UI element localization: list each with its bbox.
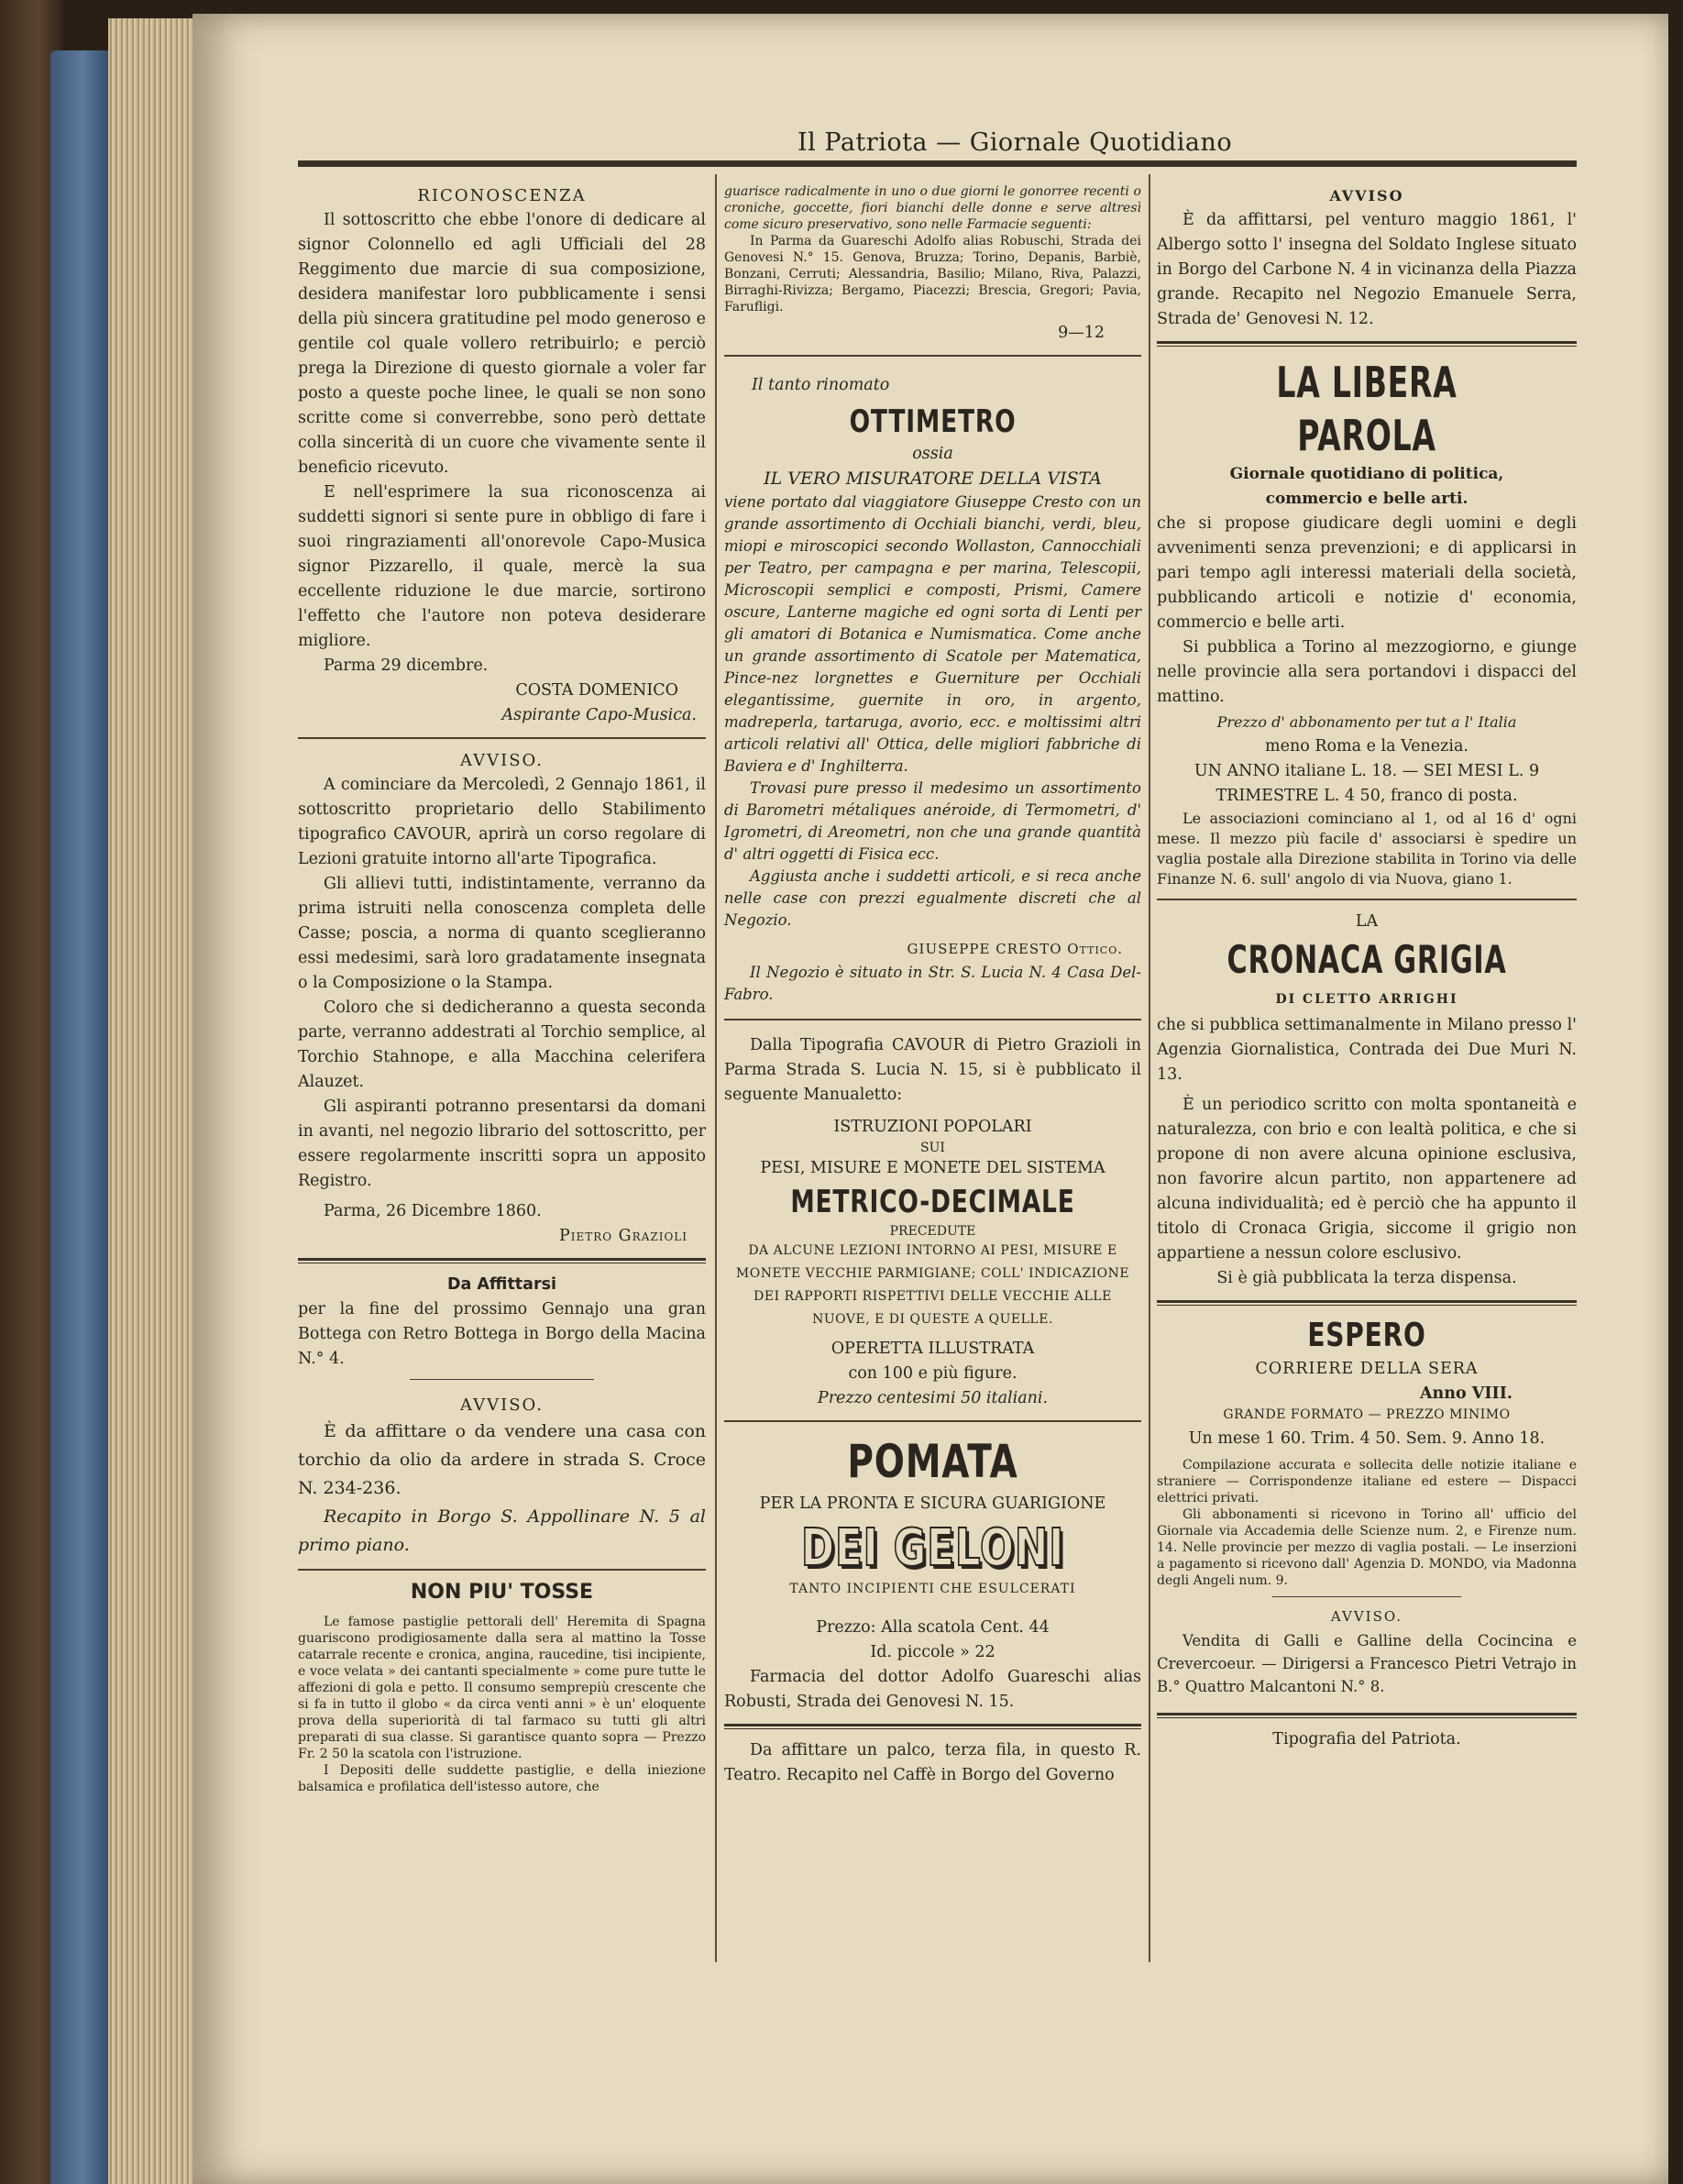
ottimetro-body-2: Trovasi pure presso il medesimo un assortimento di Barometri métaliques anéroide, di Termometri, d' Igrometri, di Areometri, non che una grande quantità d' altri oggetti di Fisica ecc. <box>724 779 1141 863</box>
divider <box>298 737 706 739</box>
divider <box>1157 1300 1577 1306</box>
header-rule <box>298 160 1577 167</box>
riconoscenza-body-1: Il sottoscritto che ebbe l'onore di dedicare al signor Colonnello ed agli Ufficiali del 28 Reggimento due marcie di sua composizione, desidera manifestar loro pubblicamente i sensi della più sincera gratitudine pel modo generoso e gentile col quale vollero retribuirlo; e perciò prega la Direzione di questo giornale a voler far posto a queste poche linee, le quali se non sono scritte come si converrebbe, sono però dettate colla sincerità di un cuore che vivamente sente il beneficio ricevuto. <box>298 211 706 477</box>
espero-title: ESPERO <box>1307 1317 1426 1354</box>
divider <box>298 1569 706 1571</box>
divider <box>724 1019 1141 1020</box>
metrico-line-2: SUI <box>920 1141 945 1155</box>
divider <box>724 1420 1141 1422</box>
pomata-line-1: PER LA PRONTA E SICURA GUARIGIONE <box>759 1495 1106 1513</box>
metrico-title: METRICO-DECIMALE <box>790 1184 1075 1220</box>
avviso-casa-recapito: Recapito in Borgo S. Appollinare N. 5 al primo piano. <box>298 1506 706 1555</box>
ottimetro-signature: GIUSEPPE CRESTO Ottico. <box>907 941 1123 957</box>
metrico-line-5: DA ALCUNE LEZIONI INTORNO AI PESI, MISURE E MONETE VECCHIE PARMIGIANE; COLL' INDICAZIONE DEI RAPPORTI RISPETTIVI DELLE VECCHIE ALLE NUOVE, E DI QUESTE A QUELLE. <box>735 1243 1130 1327</box>
riconoscenza-signature: COSTA DOMENICO <box>515 681 678 700</box>
palco-body: Da affittare un palco, terza fila, in questo R. Teatro. Recapito nel Caffè in Borgo del Governo <box>724 1741 1141 1784</box>
metrico-intro: Dalla Tipografia CAVOUR di Pietro Grazioli in Parma Strada S. Lucia N. 15, si è pubblicato il seguente Manualetto: <box>724 1036 1141 1104</box>
divider <box>298 1258 706 1263</box>
divider <box>1157 341 1577 347</box>
avviso-tipografia-signature: Pietro Grazioli <box>558 1227 688 1245</box>
ottimetro-pre: Il tanto rinomato <box>752 376 890 394</box>
pomata-farmacia: Farmacia del dottor Adolfo Guareschi alias Robusti, Strada dei Genovesi N. 15. <box>724 1668 1141 1711</box>
affittarsi-title: Da Affittarsi <box>446 1275 557 1294</box>
column-rule-1 <box>715 174 717 1962</box>
avviso-tipografia-title: AVVISO. <box>460 751 544 770</box>
ad-number: 9—12 <box>1058 324 1105 342</box>
avviso-galli-title: AVVISO. <box>1330 1608 1403 1625</box>
pomata-price-2: Id. piccole » 22 <box>870 1643 996 1661</box>
libera-parola-body-4: meno Roma e la Venezia. <box>1265 737 1468 756</box>
metrico-line-7: con 100 e più figure. <box>848 1364 1018 1383</box>
libera-parola-sub-2: commercio e belle arti. <box>1265 490 1468 508</box>
geloni-title: DEI GELONI <box>800 1518 1065 1578</box>
tosse-title: NON PIU' TOSSE <box>410 1581 594 1604</box>
libera-parola-body-3: Prezzo d' abbonamento per tut a l' Italia <box>1216 713 1517 731</box>
ottimetro-title: OTTIMETRO <box>849 403 1017 440</box>
avviso-tipografia-p2: Gli allievi tutti, indistintamente, verranno da prima istruiti nella conoscenza completa delle Casse; poscia, a norma di quanto sceglieranno essi medesimi, sarà loro gradatamente insegnata o la Composizione o la Stampa. <box>298 875 706 992</box>
espero-body-1: Compilazione accurata e sollecita delle notizie italiane e straniere — Corrispondenze italiane ed estere — Dispacci elettrici privati. <box>1157 1458 1577 1506</box>
metrico-price: Prezzo centesimi 50 italiani. <box>817 1389 1049 1407</box>
divider <box>724 355 1141 357</box>
riconoscenza-title: RICONOSCENZA <box>417 186 587 205</box>
ottimetro-body-1: viene portato dal viaggiatore Giuseppe Cresto con un grande assortimento di Occhiali bianchi, verdi, bleu, miopi e miroscopici secondo Wollaston, Cannocchiali per Teatro, per campagna e per marina, Telescopii, Microscopii semplici e composti, Prismi, Camere oscure, Lanterne magiche ed ogni sorta di Lenti per gli amatori di Botanica e Numismatica. Come anche un grande assortimento di Scatole per Matematica, Pince-nez lorgnettes e Guerniture per Occhiali elegantissime, guernite in oro, in argento, madreperla, tartaruga, avorio, ecc. e moltissimi altri articoli relativi all' Ottica, delle migliori fabbriche di Baviera e d' Inghilterra. <box>724 493 1141 775</box>
espero-subtitle: CORRIERE DELLA SERA <box>1255 1360 1479 1378</box>
avviso-casa-body: È da affittare o da vendere una casa con torchio da olio da ardere in strada S. Croce N. 234-236. <box>298 1421 706 1498</box>
tosse-body-1: Le famose pastiglie pettorali dell' Heremita di Spagna guariscono prodigiosamente dalla sera al mattino la Tosse catarrale recente e cronica, angina, raucedine, tisi incipiente, e voce velata » dei cantanti specialmente » come pure tutte le affezioni di gola e petto. Il consumo semprepiù crescente che si fa in tutto il globo « da circa venti anni » è un' eloquente prova della superiorità di tal farmaco su tutti gli altri preparati di sua classe. Si garantisce quanto sopra — Prezzo Fr. 2 50 la scatola con l'istruzione. <box>298 1615 706 1761</box>
divider <box>724 1724 1141 1729</box>
metrico-line-1: ISTRUZIONI POPOLARI <box>833 1118 1032 1136</box>
avviso-tipografia-p1: A cominciare da Mercoledì, 2 Gennajo 1861, il sottoscritto proprietario dello Stabilimento tipografico CAVOUR, aprirà un corso regolare di Lezioni gratuite intorno all'arte Tipografica. <box>298 776 706 868</box>
avviso-albergo-title: AVVISO <box>1329 187 1404 204</box>
affittarsi-body: per la fine del prossimo Gennajo una gran Bottega con Retro Bottega in Borgo della Macina N.° 4. <box>298 1300 706 1368</box>
avviso-albergo-body: È da affittarsi, pel venturo maggio 1861, l' Albergo sotto l' insegna del Soldato Inglese situato in Borgo del Carbone N. 4 in vicinanza della Piazza grande. Recapito nel Negozio Emanuele Serra, Strada de' Genovesi N. 12. <box>1157 211 1577 328</box>
metrico-line-4: PRECEDUTE <box>889 1224 976 1239</box>
pharmacy-continuation: guarisce radicalmente in uno o due giorni le gonorree recenti o croniche, goccette, fiori bianchi delle donne e serve altresì come sicuro preservativo, sono nelle Farmacie seguenti: <box>724 184 1141 232</box>
column-rule-2 <box>1149 174 1150 1962</box>
metrico-line-6: OPERETTA ILLUSTRATA <box>830 1340 1035 1358</box>
avviso-tipografia-p4: Gli aspiranti potranno presentarsi da domani in avanti, nel negozio librario del sottoscritto, per essere regolarmente inscritti sopra un apposito Registro. <box>298 1098 706 1190</box>
column-1 <box>298 183 706 1795</box>
avviso-tipografia-p3: Coloro che si dedicheranno a questa seconda parte, verranno addestrati al Torchio semplice, al Torchio Stahnope, e alla Macchina celerifera Alauzet. <box>298 998 706 1091</box>
espero-body-2: Gli abbonamenti si ricevono in Torino all' ufficio del Giornale via Accademia delle Scienze num. 2, e Firenze num. 14. Nelle provincie per mezzo di vaglia postali. — Le inserzioni a pagamento si ricevono dall' Agenzia D. MONDO, via Madonna degli Angeli num. 9. <box>1157 1507 1577 1588</box>
libera-parola-body-7: Le associazioni cominciano al 1, od al 16 d' ogni mese. Il mezzo più facile d' associarsi è spedire un vaglia postale alla Direzione stabilita in Torino via delle Finanze N. 6. sull' angolo di via Nuova, giano 1. <box>1157 810 1577 888</box>
riconoscenza-role: Aspirante Capo-Musica. <box>501 706 697 724</box>
avviso-tipografia-date: Parma, 26 Dicembre 1860. <box>324 1202 542 1220</box>
cronaca-body-2: È un periodico scritto con molta spontaneità e naturalezza, con brio e con lealtà politica, e che si propone di non avere alcuna opinione esclusiva, non favorire alcun partito, non appartenere ad alcuna individualità; ed è perciò che ha appunto il titolo di Cronaca Grigia, siccome il grigio non appartiene a nessun colore esclusivo. <box>1157 1096 1577 1263</box>
divider <box>410 1379 593 1380</box>
tosse-body-2: I Depositi delle suddette pastiglie, e della iniezione balsamica e profilatica dell'istesso autore, che <box>298 1763 706 1794</box>
running-head: Il Patriota — Giornale Quotidiano <box>798 128 1233 157</box>
ottimetro-ossia: ossia <box>912 445 953 463</box>
espero-anno: Anno VIII. <box>1419 1384 1512 1403</box>
cronaca-la: LA <box>1355 912 1379 931</box>
column-3 <box>1157 183 1577 1752</box>
pharmacy-list: In Parma da Guareschi Adolfo alias Robuschi, Strada dei Genovesi N.° 15. Genova, Bruzza; Torino, Depanis, Barbiè, Bonzani, Cerruti; Alessandria, Basilio; Milano, Riva, Palazzi, Birraghi-Rivizza; Bergamo, Piacezzi; Brescia, Gregori; Pavia, Farufligi. <box>724 234 1141 314</box>
avviso-casa-title: AVVISO. <box>460 1395 544 1415</box>
espero-prezzi: Un mese 1 60. Trim. 4 50. Sem. 9. Anno 18. <box>1188 1429 1546 1448</box>
libera-parola-sub-1: Giornale quotidiano di politica, <box>1229 465 1504 483</box>
riconoscenza-date: Parma 29 dicembre. <box>324 656 489 675</box>
blue-book-cover <box>50 50 115 2184</box>
libera-parola-body-2: Si pubblica a Torino al mezzogiorno, e giunge nelle provincie alla sera portandovi i dispacci del mattino. <box>1157 638 1577 706</box>
libera-parola-body-5: UN ANNO italiane L. 18. — SEI MESI L. 9 <box>1194 762 1540 780</box>
cronaca-author: DI CLETTO ARRIGHI <box>1275 992 1458 1007</box>
libera-parola-body-1: che si propose giudicare degli uomini e degli avvenimenti senza prevenzioni; e di applicarsi in pari tempo agli interessi materiali della società, pubblicando articoli e notizie d' economia, commercio e belle arti. <box>1157 514 1577 632</box>
cronaca-title: CRONACA GRIGIA <box>1226 937 1507 982</box>
divider <box>1272 1596 1461 1597</box>
metrico-line-3: PESI, MISURE E MONETE DEL SISTEMA <box>760 1159 1106 1177</box>
pomata-line-2: TANTO INCIPIENTI CHE ESULCERATI <box>789 1582 1076 1596</box>
avviso-galli-body: Vendita di Galli e Galline della Cocincina e Crevercoeur. — Dirigersi a Francesco Pietri Vetrajo in B.° Quattro Malcantoni N.° 8. <box>1157 1632 1577 1695</box>
libera-parola-body-6: TRIMESTRE L. 4 50, franco di posta. <box>1216 787 1518 805</box>
riconoscenza-body-2: E nell'esprimere la sua riconoscenza ai suddetti signori si sente pure in obbligo di fare i suoi ringraziamenti all'onorevole Capo-Musica signor Pizzarello, il quale, mercè la sua eccellente riduzione le due marcie, sortirono l'effetto che l'autore non poteva desiderare migliore. <box>298 483 706 650</box>
espero-formato: GRANDE FORMATO — PREZZO MINIMO <box>1223 1407 1511 1422</box>
divider <box>1157 1713 1577 1718</box>
column-2 <box>724 183 1141 1788</box>
cronaca-body-3: Si è già pubblicata la terza dispensa. <box>1216 1269 1517 1287</box>
ottimetro-address: Il Negozio è situato in Str. S. Lucia N. 4 Casa Del-Fabro. <box>724 964 1141 1003</box>
footer-tipografia: Tipografia del Patriota. <box>1272 1730 1461 1748</box>
pomata-price-1: Prezzo: Alla scatola Cent. 44 <box>816 1618 1050 1637</box>
ottimetro-body-3: Aggiusta anche i suddetti articoli, e si reca anche nelle case con prezzi egualmente discreti che al Negozio. <box>724 867 1141 929</box>
divider <box>1157 899 1577 900</box>
cronaca-body-1: che si pubblica settimanalmente in Milano presso l' Agenzia Giornalistica, Contrada dei Due Muri N. 13. <box>1157 1016 1577 1084</box>
pomata-title: POMATA <box>847 1435 1018 1488</box>
libera-parola-title: LA LIBERA PAROLA <box>1276 358 1458 460</box>
ottimetro-subtitle: IL VERO MISURATORE DELLA VISTA <box>764 469 1102 489</box>
